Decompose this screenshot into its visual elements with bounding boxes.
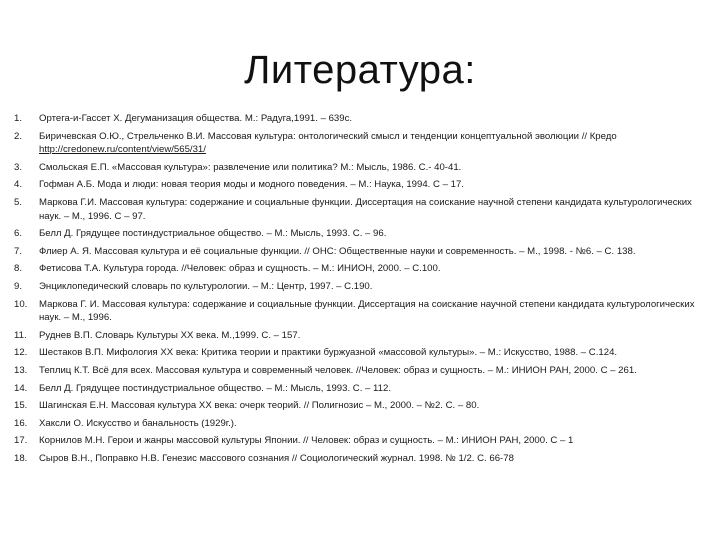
- reference-text: Руднев В.П. Словарь Культуры XX века. М.,1999. С. – 157.: [39, 329, 301, 341]
- reference-text: Сыров В.Н., Поправко Н.В. Генезис массового сознания // Социологический журнал. 1998. № 1/2. С. 66-78: [39, 452, 514, 464]
- reference-number: 6.: [14, 228, 23, 240]
- reference-text: Маркова Г. И. Массовая культура: содержание и социальные функции. Диссертация на соискание научной степени кандидата культурологических наук. – М., 1996.: [39, 298, 695, 324]
- reference-item: [14, 178, 698, 192]
- reference-item: [14, 130, 698, 157]
- reference-text: Теплиц К.Т. Всё для всех. Массовая культура и современный человек. //Человек: образ и сущность. – М.: ИНИОН РАН, 2000. С – 261.: [39, 364, 637, 376]
- page-title: Литература:: [244, 48, 476, 92]
- reference-text: Шагинская Е.Н. Массовая культура XX века: очерк теорий. // Полигнозис – М., 2000. – №2. С. – 80.: [39, 400, 480, 412]
- reference-item: [14, 262, 698, 276]
- reference-item: [14, 329, 698, 343]
- reference-item: [14, 417, 698, 431]
- reference-item: [14, 280, 698, 294]
- reference-item: [14, 245, 698, 259]
- reference-text: Хаксли О. Искусство и банальность (1929г.).: [39, 417, 237, 429]
- reference-list: [14, 112, 698, 469]
- reference-item: [14, 196, 698, 223]
- reference-number: 15.: [14, 400, 28, 412]
- reference-number: 16.: [14, 417, 28, 429]
- reference-number: 7.: [14, 245, 23, 257]
- reference-number: 14.: [14, 382, 28, 394]
- reference-number: 4.: [14, 179, 23, 191]
- reference-text: Флиер А. Я. Массовая культура и её социальные функции. // ОНС: Общественные науки и современность. – М., 1998. - №6. – С. 138.: [39, 245, 636, 257]
- reference-item: [14, 112, 698, 126]
- reference-item: [14, 399, 698, 413]
- reference-text: Белл Д. Грядущее постиндустриальное общество. – М.: Мысль, 1993. С. – 96.: [39, 228, 387, 240]
- reference-item: [14, 346, 698, 360]
- reference-number: 5.: [14, 196, 23, 208]
- reference-item: [14, 434, 698, 448]
- reference-item: [14, 452, 698, 466]
- reference-number: 9.: [14, 280, 23, 292]
- reference-number: 11.: [14, 329, 27, 341]
- reference-text: Энциклопедический словарь по культурологии. – М.: Центр, 1997. – С.190.: [39, 280, 373, 292]
- reference-number: 12.: [14, 347, 28, 359]
- reference-number: 17.: [14, 435, 28, 447]
- reference-item: [14, 161, 698, 175]
- reference-text: Смольская Е.П. «Массовая культура»: развлечение или политика? М.: Мысль, 1986. С.- 40-41.: [39, 161, 462, 173]
- reference-number: 2.: [14, 130, 23, 142]
- reference-text: Ортега-и-Гассет Х. Дегуманизация общества. М.: Радуга,1991. – 639с.: [39, 113, 353, 124]
- reference-text: Гофман А.Б. Мода и люди: новая теория моды и модного поведения. – М.: Наука, 1994. С – 17.: [39, 179, 464, 191]
- reference-link[interactable]: http://credonew.ru/content/view/565/31/: [39, 144, 206, 156]
- reference-text: Белл Д. Грядущее постиндустриальное общество. – М.: Мысль, 1993. С. – 112.: [39, 382, 392, 394]
- reference-text: Корнилов М.Н. Герои и жанры массовой культуры Японии. // Человек: образ и сущность. – М.: ИНИОН РАН, 2000. С – 1: [39, 435, 574, 447]
- reference-number: 3.: [14, 161, 23, 173]
- reference-number: 8.: [14, 263, 23, 275]
- reference-text: Шестаков В.П. Мифология XX века: Критика теории и практики буржуазной «массовой культуры». – М.: Искусство, 1988. – С.124.: [39, 347, 618, 359]
- reference-item: [14, 227, 698, 241]
- reference-number: 18.: [14, 452, 28, 464]
- reference-item: [14, 364, 698, 378]
- reference-text: Биричевская О.Ю., Стрельченко В.И. Массовая культура: онтологический смысл и тенденции концептуальной эволюции // Кредо: [39, 130, 617, 142]
- reference-number: 1.: [14, 113, 23, 124]
- reference-text: Фетисова Т.А. Культура города. //Человек: образ и сущность. – М.: ИНИОН, 2000. – С.100.: [39, 263, 441, 275]
- reference-item: [14, 382, 698, 396]
- reference-text: Маркова Г.И. Массовая культура: содержание и социальные функции. Диссертация на соискание научной степени кандидата культурологических наук. – М., 1996. С – 97.: [39, 196, 692, 222]
- reference-number: 13.: [14, 364, 28, 376]
- reference-item: [14, 298, 698, 325]
- reference-number: 10.: [14, 298, 28, 310]
